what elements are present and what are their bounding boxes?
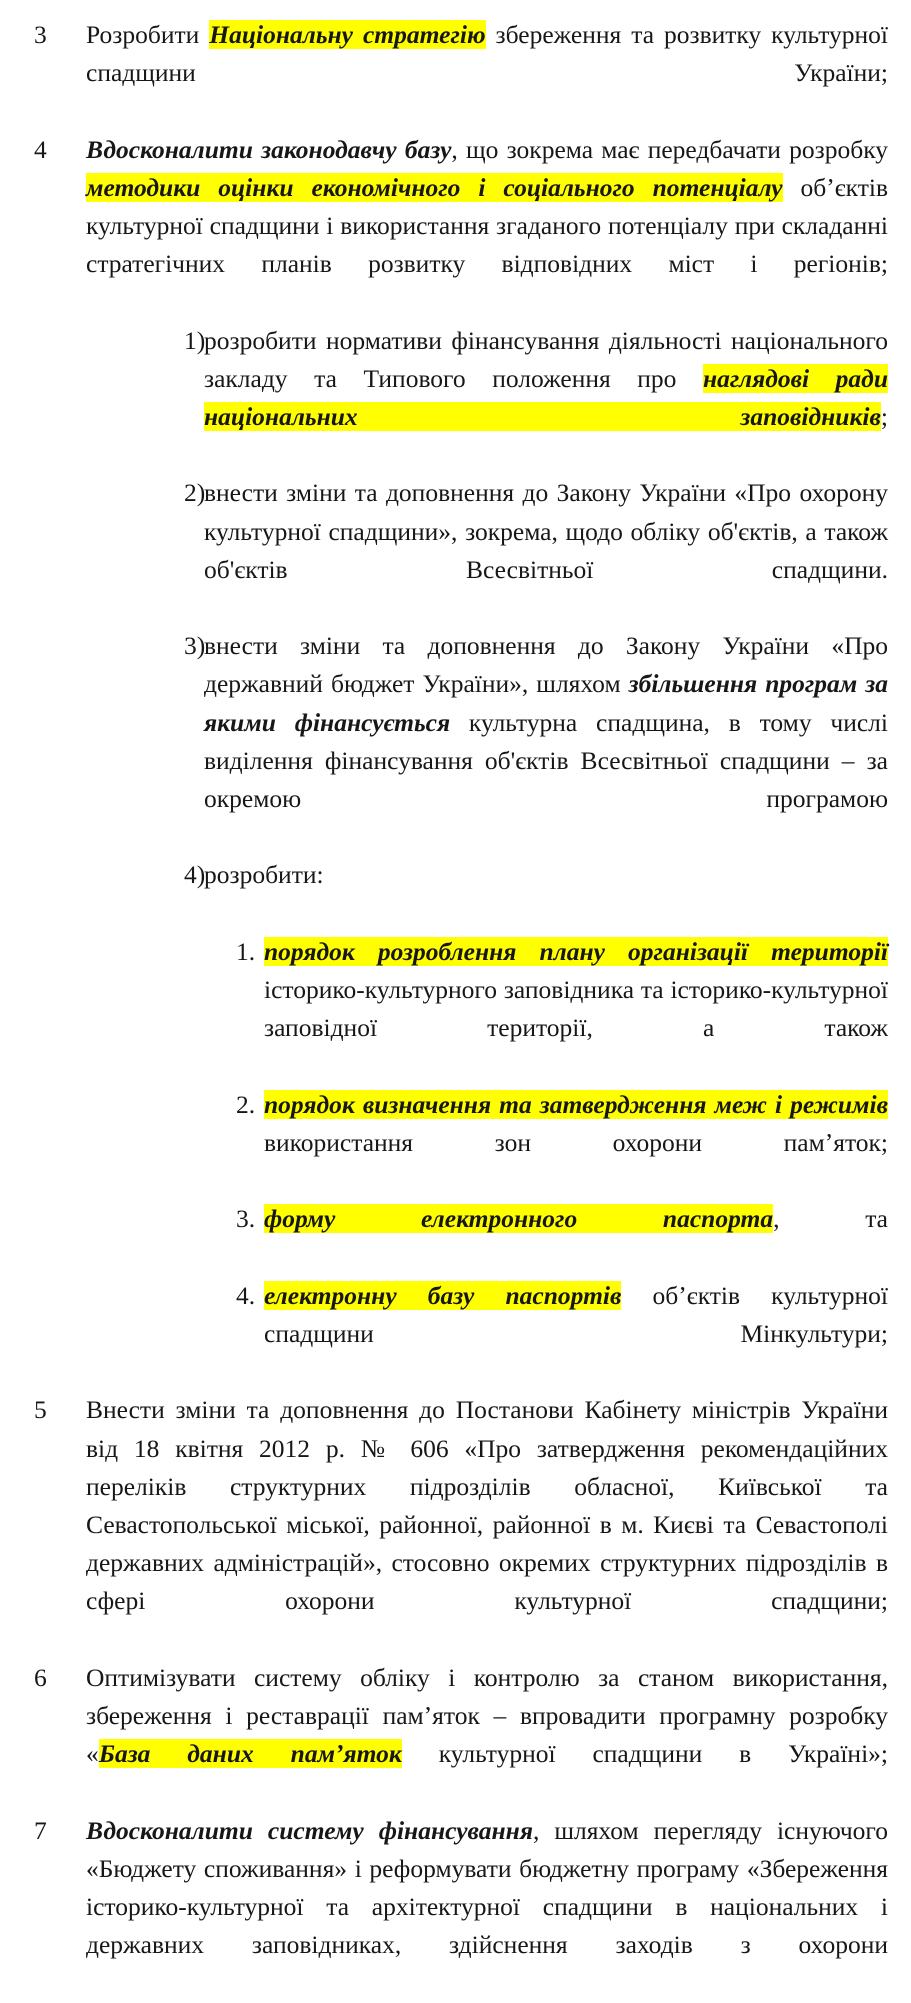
list-item-text (264, 1086, 888, 1201)
list-item-text (86, 1659, 888, 1812)
list-item (0, 933, 911, 1086)
list-item (0, 1812, 911, 2003)
list-item-text (204, 856, 888, 932)
highlighted-text: електронну базу паспортів (264, 1280, 622, 1310)
list-item-marker: 3 (34, 20, 47, 49)
list-item-text (204, 627, 888, 856)
list-item-text (86, 1812, 888, 2003)
body-text: , що зокрема має передбачати розробку (451, 134, 888, 164)
list-item-text (204, 474, 888, 627)
body-text: Розробити (86, 20, 210, 49)
body-text: використання зон охорони памʼяток; (264, 1127, 888, 1157)
highlighted-text: База даних памʼяток (98, 1739, 402, 1769)
list-item-marker: 2. (236, 1089, 256, 1119)
list-item (0, 131, 911, 322)
list-item (0, 1086, 911, 1201)
body-text: Оптимізувати систему обліку і контролю за станом використання, збереження і реставрації памʼяток – впровадити програмну розробку « (86, 1662, 888, 1769)
list-item (0, 1277, 911, 1392)
body-text: ; (880, 402, 888, 432)
body-text: Вдосконалити систему фінансування (86, 1815, 533, 1845)
body-text: розробити: (204, 860, 324, 890)
body-text: Внести зміни та доповнення до Постанови Кабінету міністрів України від 18 квітня 2012 р. № 606 «Про затвердження рекомендаційних переліків структурних підрозділів обласної, Київської та Севастопольської міської, районної, районної в м. Києві та Севастополі державних адміністрацій», стосовно окремих структурних підрозділів в сфері охорони культурної спадщини; (86, 1395, 888, 1616)
body-text: збереження та розвитку культурної спадщини України; (86, 20, 888, 88)
list-item (0, 16, 911, 131)
list-item-text (86, 16, 888, 131)
body-text: внести зміни та доповнення до Закону України «Про державний бюджет України», шляхом (204, 631, 888, 699)
body-text: Вдосконалити законодавчу базу (86, 134, 452, 164)
highlighted-text: наглядові ради національних заповідників (204, 363, 888, 432)
highlighted-text: методики оцінки економічного і соціального потенціалу (86, 172, 783, 202)
list-item-marker: 5 (34, 1395, 47, 1425)
body-text: , шляхом перегляду існуючого «Бюджету споживання» і реформувати бюджетну програму «Збереження історико-культурної та архітектурної спадщини в національних і державних заповідниках, здійснення заходів з охорони (86, 1815, 888, 1960)
list-item (0, 856, 911, 932)
body-text: обʼєктів культурної спадщини Мінкультури; (264, 1280, 888, 1348)
list-item-text (264, 1277, 888, 1392)
body-text: внести зміни та доповнення до Закону України «Про охорону культурної спадщини», зокрема, щодо обліку об'єктів, а також об'єктів Всесвітньої спадщини. (204, 478, 888, 584)
highlighted-text: порядок розроблення плану організації території (264, 936, 888, 966)
highlighted-text: порядок визначення та затвердження меж і режимів (264, 1089, 888, 1119)
list-item-text (204, 322, 888, 475)
list-item-marker: 4 (34, 134, 47, 164)
list-item-marker: 2) (184, 478, 206, 508)
highlighted-text: Національну стратегію (209, 20, 486, 49)
list-item (0, 322, 911, 475)
list-item-text (264, 933, 888, 1086)
list-item (0, 1659, 911, 1812)
list-item (0, 474, 911, 627)
list-item-marker: 3. (236, 1204, 256, 1234)
list-item-marker: 3) (184, 631, 206, 661)
list-item-marker: 7 (34, 1815, 47, 1845)
list-item-marker: 4. (236, 1280, 256, 1310)
list-item-marker: 4) (184, 860, 206, 890)
body-text: збільшення програм за якими фінансується (204, 669, 889, 737)
body-text: культурної спадщини в Україні»; (401, 1739, 889, 1769)
body-text: обʼєктів культурної спадщини і використання згаданого потенціалу при складанні стратегічних планів розвитку відповідних міст і регіонів; (86, 172, 888, 279)
list-item-text (86, 131, 888, 322)
body-text: розробити нормативи фінансування діяльності національного закладу та Типового положення про (204, 325, 888, 393)
list-item (0, 1391, 911, 1658)
body-text: , та (773, 1204, 888, 1234)
list-item-marker: 1. (236, 936, 256, 966)
list-item-marker: 6 (34, 1662, 47, 1692)
list-item-text (264, 1200, 888, 1276)
list-item (0, 1200, 911, 1276)
list-item-text (86, 1391, 888, 1658)
list-item (0, 627, 911, 856)
body-text: історико-культурного заповідника та історико-культурної заповідної території, а також (264, 975, 888, 1043)
list-item-marker: 1) (184, 325, 206, 355)
body-text: культурна спадщина, в тому числі виділення фінансування об'єктів Всесвітньої спадщини – за окремою програмою (204, 707, 888, 814)
highlighted-text: форму електронного паспорта (264, 1204, 774, 1234)
